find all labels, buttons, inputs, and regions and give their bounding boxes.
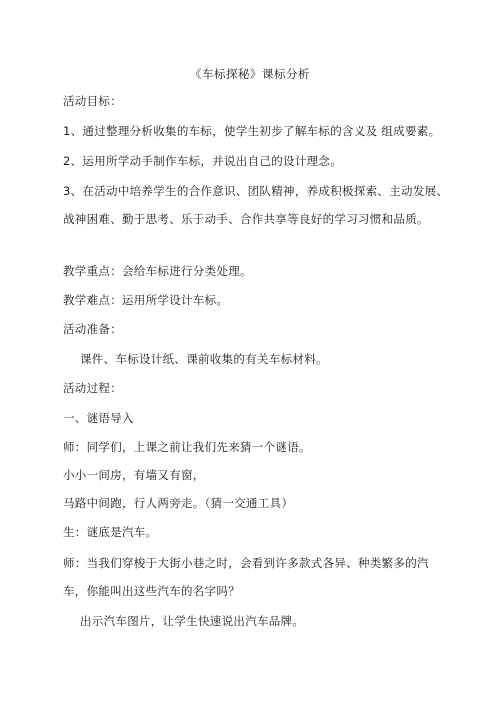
dialogue-line-5: 师：当我们穿梭于大街小巷之时，会看到许多款式各异、种类繁多的汽 xyxy=(63,556,429,570)
dialogue-line-2: 小小一间房，有墙又有窗， xyxy=(63,468,205,482)
difficulty: 教学难点：运用所学设计车标。 xyxy=(63,293,229,307)
key-point: 教学重点：会给车标进行分类处理。 xyxy=(63,264,252,278)
objective-1: 1、通过整理分析收集的车标，使学生初步了解车标的含义及 组成要素。 xyxy=(63,124,441,138)
dialogue-line-4: 生：谜底是汽车。 xyxy=(63,525,158,539)
process-heading: 活动过程： xyxy=(63,381,122,395)
objectives-heading: 活动目标： xyxy=(63,94,122,108)
objective-3-line-2: 战神困难、勤于思考、乐于动手、合作共享等良好的学习习惯和品质。 xyxy=(63,212,429,226)
dialogue-line-3: 马路中间跑，行人两旁走。（猜一交通工具） xyxy=(63,496,294,510)
section-one-heading: 一、谜语导入 xyxy=(63,411,134,425)
dialogue-line-6: 车，你能叫出这些汽车的名字吗？ xyxy=(63,584,240,598)
dialogue-line-1: 师：同学们，上课之前让我们先来猜一个谜语。 xyxy=(63,440,311,454)
objective-3-line-1: 3、在活动中培养学生的合作意识、团队精神，养成积极探索、主动发展、 xyxy=(63,184,449,198)
document-title: 《车标探秘》课标分析 xyxy=(190,67,310,81)
objective-2: 2、运用所学动手制作车标，并说出自己的设计理念。 xyxy=(63,154,343,168)
preparation-text: 课件、车标设计纸、课前收集的有关车标材料。 xyxy=(80,352,328,366)
dialogue-line-7: 出示汽车图片，让学生快速说出汽车品牌。 xyxy=(80,614,305,628)
preparation-heading: 活动准备： xyxy=(63,322,122,336)
